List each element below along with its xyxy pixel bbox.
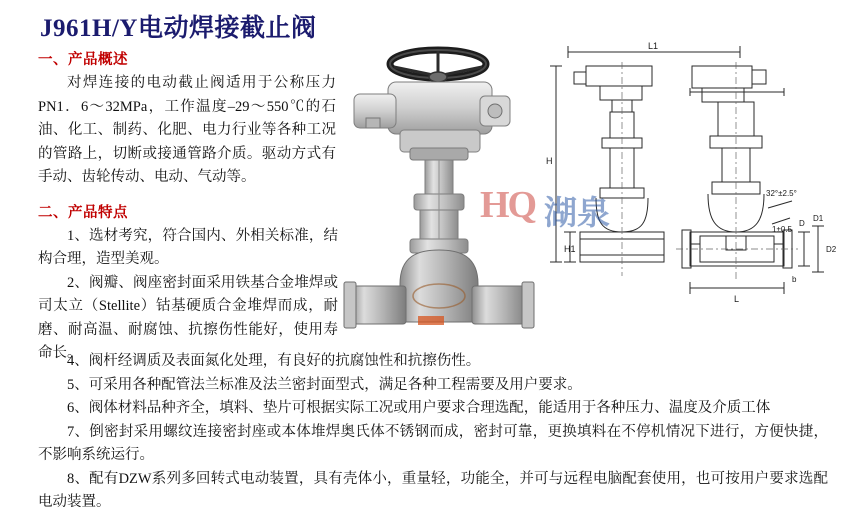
dim-label-H: H (546, 156, 553, 166)
overview-paragraph: 对焊连接的电动截止阀适用于公称压力PN1．6～32MPa，工作温度–29～550℃的石油、化工、制药、化肥、电力行业等各种工况的管路上，切断或接通管路介质。驱动方式有手动、齿轮传动、电动、气动等。 (38, 75, 336, 185)
features-continued (38, 350, 828, 515)
dim-label-b: b (792, 275, 797, 284)
feature-paragraph-7: 7、倒密封采用螺纹连接密封座或本体堆焊奥氏体不锈钢而成，密封可靠，更换填料在不停机情况下进行，方便快捷，不影响系统运行。 (38, 423, 828, 463)
feature-paragraph-8: 8、配有DZW系列多回转式电动装置，具有壳体小，重量轻，功能全，并可与远程电脑配套使用，也可按用户要求选配电动装置。 (38, 470, 828, 510)
watermark-chinese: 湖泉 (544, 196, 610, 232)
section-heading-features: 二、产品特点 (38, 204, 128, 221)
tolerance-note: 1±0.5 (772, 225, 792, 234)
dim-label-H1: H1 (564, 244, 576, 254)
feature-paragraph-4: 4、阀杆经调质及表面氮化处理，有良好的抗腐蚀性和抗擦伤性。 (67, 353, 481, 369)
dim-label-D1: D1 (813, 214, 824, 223)
valve-technical-drawing (540, 36, 840, 326)
page-title: J961H/Y电动焊接截止阀 (40, 15, 317, 42)
dim-label-D: D (799, 219, 805, 228)
section-heading-overview: 一、产品概述 (38, 52, 128, 68)
text-column (38, 48, 538, 366)
feature-paragraph-2: 2、阀瓣、阀座密封面采用铁基合金堆焊或司太立（Stellite）钴基硬质合金堆焊而成，耐磨、耐高温、耐腐蚀、抗擦伤性能好，使用寿命长。 (38, 274, 338, 361)
feature-paragraph-1: 1、选材考究，符合国内、外相关标准，结构合理，造型美观。 (38, 227, 338, 267)
dim-label-L1: L1 (648, 41, 659, 51)
dim-label-L: L (734, 294, 740, 304)
angle-note: 32°±2.5° (766, 189, 797, 198)
dim-label-D2: D2 (826, 245, 837, 254)
watermark-latin: HQ (480, 184, 536, 226)
feature-paragraph-5: 5、可采用各种配管法兰标准及法兰密封面型式，满足各种工程需要及用户要求。 (67, 376, 582, 393)
feature-paragraph-6: 6、阀体材料品种齐全，填料、垫片可根据实际工况或用户要求合理选配，能适用于各种压力、温度及介质工体 (67, 400, 771, 416)
